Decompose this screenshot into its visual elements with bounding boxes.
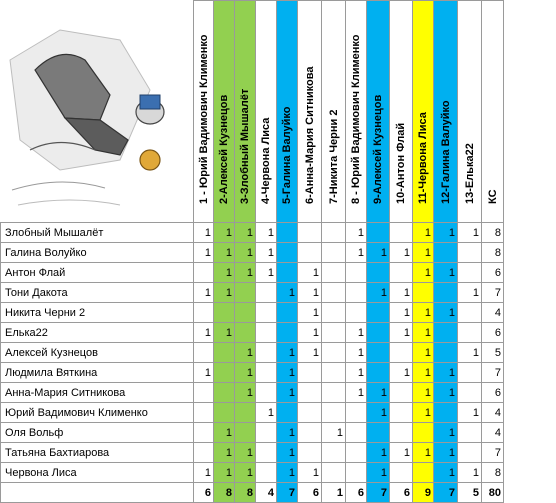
- score-cell: [322, 303, 346, 323]
- score-cell: 6: [482, 323, 504, 343]
- score-cell: [367, 363, 390, 383]
- table-row: [1, 423, 504, 443]
- score-cell: 1: [367, 383, 390, 403]
- score-cell: [277, 303, 298, 323]
- score-cell: 1: [367, 443, 390, 463]
- score-cell: [256, 363, 277, 383]
- score-cell: 1: [458, 343, 482, 363]
- score-cell: [277, 263, 298, 283]
- score-cell: 1: [235, 223, 256, 243]
- total-cell: 5: [458, 483, 482, 503]
- score-cell: 1: [413, 363, 434, 383]
- total-cell: 8: [235, 483, 256, 503]
- score-cell: 1: [458, 283, 482, 303]
- score-cell: 1: [214, 243, 235, 263]
- score-cell: 1: [277, 363, 298, 383]
- score-cell: [298, 243, 322, 263]
- score-cell: 1: [214, 443, 235, 463]
- score-cell: [390, 423, 413, 443]
- score-cell: [194, 443, 214, 463]
- total-cell: 8: [214, 483, 235, 503]
- score-cell: [367, 423, 390, 443]
- totals-row: [1, 483, 504, 503]
- column-header: [256, 1, 277, 223]
- score-cell: 1: [235, 443, 256, 463]
- score-cell: 1: [298, 323, 322, 343]
- score-cell: 1: [390, 303, 413, 323]
- score-cell: [434, 243, 458, 263]
- score-cell: 1: [434, 263, 458, 283]
- score-cell: 1: [277, 443, 298, 463]
- score-cell: 1: [413, 343, 434, 363]
- total-cell: 7: [434, 483, 458, 503]
- column-header-label: 2-Алексей Кузнецов: [218, 94, 230, 204]
- score-cell: 1: [390, 443, 413, 463]
- score-cell: [214, 363, 235, 383]
- table-row: [1, 223, 504, 243]
- row-name: Татьяна Бахтиарова: [1, 443, 194, 463]
- score-cell: [322, 243, 346, 263]
- score-cell: 1: [277, 383, 298, 403]
- score-cell: 1: [346, 363, 367, 383]
- score-cell: 1: [256, 403, 277, 423]
- row-name: Оля Вольф: [1, 423, 194, 443]
- row-name: Елька22: [1, 323, 194, 343]
- score-cell: [235, 303, 256, 323]
- score-cell: 1: [413, 383, 434, 403]
- score-cell: [390, 223, 413, 243]
- score-cell: 4: [482, 423, 504, 443]
- score-cell: 1: [434, 463, 458, 483]
- score-cell: [434, 343, 458, 363]
- score-cell: [367, 343, 390, 363]
- score-cell: 5: [482, 343, 504, 363]
- table-row: [1, 383, 504, 403]
- table-row: [1, 463, 504, 483]
- score-cell: [413, 423, 434, 443]
- score-cell: [346, 463, 367, 483]
- total-cell: 4: [256, 483, 277, 503]
- score-cell: 1: [235, 243, 256, 263]
- total-cell: 1: [322, 483, 346, 503]
- score-cell: 1: [413, 403, 434, 423]
- total-cell: 9: [413, 483, 434, 503]
- score-cell: 1: [298, 303, 322, 323]
- score-cell: [390, 403, 413, 423]
- column-header-label: 3-Злобный Мышалёт: [239, 88, 251, 204]
- totals-label-cell: [1, 483, 194, 503]
- score-cell: [322, 463, 346, 483]
- score-cell: 1: [322, 423, 346, 443]
- score-cell: [194, 263, 214, 283]
- score-cell: 1: [413, 303, 434, 323]
- score-cell: 1: [458, 223, 482, 243]
- score-cell: [322, 323, 346, 343]
- score-cell: [256, 303, 277, 323]
- column-header: [235, 1, 256, 223]
- score-cell: [322, 343, 346, 363]
- score-cell: [434, 323, 458, 343]
- score-cell: 1: [214, 323, 235, 343]
- score-cell: 1: [277, 343, 298, 363]
- column-header: [458, 1, 482, 223]
- corner-cell: [1, 1, 194, 223]
- score-cell: [322, 363, 346, 383]
- score-cell: 1: [458, 403, 482, 423]
- score-cell: [322, 443, 346, 463]
- column-header: [346, 1, 367, 223]
- score-cell: 1: [458, 463, 482, 483]
- total-cell: 6: [298, 483, 322, 503]
- column-header: [367, 1, 390, 223]
- score-cell: 1: [434, 383, 458, 403]
- score-cell: 1: [194, 363, 214, 383]
- score-cell: 6: [482, 383, 504, 403]
- row-name: Людмила Вяткина: [1, 363, 194, 383]
- score-cell: 1: [346, 223, 367, 243]
- table-row: [1, 303, 504, 323]
- row-name: Антон Флай: [1, 263, 194, 283]
- score-cell: [256, 323, 277, 343]
- score-cell: [235, 323, 256, 343]
- score-cell: 7: [482, 283, 504, 303]
- score-cell: [458, 243, 482, 263]
- column-header-label: 8 - Юрий Вадимович Клименко: [350, 34, 362, 204]
- score-cell: [434, 283, 458, 303]
- score-cell: [194, 383, 214, 403]
- score-cell: 1: [413, 223, 434, 243]
- score-cell: [322, 223, 346, 243]
- score-cell: [458, 383, 482, 403]
- table-row: [1, 263, 504, 283]
- score-cell: [458, 303, 482, 323]
- column-header: [390, 1, 413, 223]
- column-header: [194, 1, 214, 223]
- table-row: [1, 243, 504, 263]
- column-header: [434, 1, 458, 223]
- score-cell: [413, 463, 434, 483]
- column-header: [482, 1, 504, 223]
- score-cell: [346, 263, 367, 283]
- row-name: Червона Лиса: [1, 463, 194, 483]
- score-cell: [413, 283, 434, 303]
- score-cell: 1: [390, 323, 413, 343]
- score-cell: 1: [413, 243, 434, 263]
- table-row: [1, 343, 504, 363]
- column-header-label: 12-Галина Валуйко: [439, 100, 452, 204]
- score-cell: [256, 343, 277, 363]
- score-cell: 1: [214, 423, 235, 443]
- row-name: Анна-Мария Ситникова: [1, 383, 194, 403]
- score-cell: [277, 243, 298, 263]
- total-cell: 80: [482, 483, 504, 503]
- score-cell: 1: [194, 283, 214, 303]
- score-cell: [367, 263, 390, 283]
- score-cell: 1: [434, 303, 458, 323]
- score-cell: 1: [194, 323, 214, 343]
- score-cell: [235, 283, 256, 303]
- score-cell: 1: [235, 343, 256, 363]
- score-cell: 1: [434, 363, 458, 383]
- score-cell: 1: [235, 363, 256, 383]
- score-cell: [322, 263, 346, 283]
- header-row: [1, 1, 504, 223]
- score-cell: 1: [298, 283, 322, 303]
- score-cell: 1: [390, 283, 413, 303]
- score-cell: [277, 323, 298, 343]
- score-cell: 1: [346, 243, 367, 263]
- score-cell: 1: [277, 283, 298, 303]
- score-cell: 1: [390, 243, 413, 263]
- score-cell: [322, 403, 346, 423]
- row-name: Злобный Мышалёт: [1, 223, 194, 243]
- table-body: [1, 223, 504, 503]
- score-cell: [434, 403, 458, 423]
- score-cell: 1: [413, 323, 434, 343]
- score-cell: [277, 403, 298, 423]
- score-cell: [322, 383, 346, 403]
- score-cell: [458, 323, 482, 343]
- score-cell: [367, 223, 390, 243]
- row-name: Галина Волуйко: [1, 243, 194, 263]
- score-cell: [298, 403, 322, 423]
- score-cell: [194, 423, 214, 443]
- score-cell: 8: [482, 243, 504, 263]
- score-cell: [235, 403, 256, 423]
- score-cell: 1: [346, 323, 367, 343]
- total-cell: 7: [367, 483, 390, 503]
- score-cell: 1: [413, 443, 434, 463]
- total-cell: 7: [277, 483, 298, 503]
- score-cell: 1: [346, 383, 367, 403]
- score-cell: [346, 403, 367, 423]
- column-header: [277, 1, 298, 223]
- table-row: [1, 283, 504, 303]
- score-cell: 1: [235, 263, 256, 283]
- score-cell: [346, 423, 367, 443]
- score-cell: [256, 283, 277, 303]
- score-cell: [346, 443, 367, 463]
- row-name: Никита Черни 2: [1, 303, 194, 323]
- table-row: [1, 363, 504, 383]
- score-cell: [390, 463, 413, 483]
- score-cell: 1: [256, 243, 277, 263]
- score-cell: [458, 423, 482, 443]
- score-cell: [458, 363, 482, 383]
- score-cell: 1: [256, 223, 277, 243]
- score-cell: 1: [277, 423, 298, 443]
- column-header-label: 13-Елька22: [463, 143, 476, 204]
- score-cell: 1: [413, 263, 434, 283]
- score-cell: [367, 323, 390, 343]
- score-cell: [322, 283, 346, 303]
- score-cell: 8: [482, 463, 504, 483]
- row-name: Тони Дакота: [1, 283, 194, 303]
- score-cell: [298, 223, 322, 243]
- score-cell: 1: [298, 263, 322, 283]
- total-cell: 6: [194, 483, 214, 503]
- row-name: Юрий Вадимович Клименко: [1, 403, 194, 423]
- score-cell: [298, 443, 322, 463]
- score-cell: [194, 343, 214, 363]
- score-cell: 1: [214, 463, 235, 483]
- score-cell: 1: [367, 403, 390, 423]
- score-cell: [256, 383, 277, 403]
- table-row: [1, 403, 504, 423]
- score-cell: [256, 463, 277, 483]
- score-cell: 1: [194, 223, 214, 243]
- score-cell: 1: [346, 343, 367, 363]
- row-name: Алексей Кузнецов: [1, 343, 194, 363]
- score-cell: [194, 403, 214, 423]
- score-cell: [256, 423, 277, 443]
- score-cell: 1: [214, 223, 235, 243]
- score-cell: [390, 263, 413, 283]
- score-cell: [194, 303, 214, 323]
- score-cell: [367, 303, 390, 323]
- score-cell: [390, 343, 413, 363]
- score-cell: [390, 383, 413, 403]
- table-row: [1, 323, 504, 343]
- column-header-label: 5-Галина Валуйко: [281, 106, 293, 204]
- score-cell: 4: [482, 403, 504, 423]
- score-cell: 1: [194, 463, 214, 483]
- column-header: [413, 1, 434, 223]
- column-header-label: 6-Анна-Мария Ситникова: [303, 66, 316, 204]
- score-cell: [458, 443, 482, 463]
- score-cell: 7: [482, 443, 504, 463]
- score-cell: 1: [277, 463, 298, 483]
- column-header-label: 9-Алексей Кузнецов: [372, 94, 384, 204]
- score-cell: 1: [235, 463, 256, 483]
- column-header: [214, 1, 235, 223]
- score-cell: [298, 363, 322, 383]
- column-header-label: 7-Никита Черни 2: [327, 109, 340, 204]
- column-header-label: 1 - Юрий Вадимович Клименко: [197, 34, 210, 204]
- score-cell: [214, 403, 235, 423]
- score-cell: 8: [482, 223, 504, 243]
- score-cell: 1: [390, 363, 413, 383]
- score-cell: 1: [214, 263, 235, 283]
- score-cell: 7: [482, 363, 504, 383]
- score-cell: [277, 223, 298, 243]
- score-cell: 4: [482, 303, 504, 323]
- score-cell: 1: [298, 343, 322, 363]
- total-cell: 6: [346, 483, 367, 503]
- score-cell: [214, 383, 235, 403]
- score-cell: 1: [367, 243, 390, 263]
- score-cell: [256, 443, 277, 463]
- score-cell: 1: [367, 463, 390, 483]
- total-cell: 6: [390, 483, 413, 503]
- score-cell: 1: [235, 383, 256, 403]
- score-cell: 1: [298, 463, 322, 483]
- score-cell: 1: [194, 243, 214, 263]
- table-row: [1, 443, 504, 463]
- column-header-label: 11-Червона Лиса: [417, 112, 429, 204]
- score-cell: 1: [214, 283, 235, 303]
- column-header: [322, 1, 346, 223]
- column-header-label: КС: [486, 189, 499, 204]
- score-cell: [346, 303, 367, 323]
- score-cell: [235, 423, 256, 443]
- score-cell: [346, 283, 367, 303]
- score-cell: [214, 303, 235, 323]
- score-cell: 6: [482, 263, 504, 283]
- column-header: [298, 1, 322, 223]
- score-cell: 1: [434, 443, 458, 463]
- score-cell: 1: [434, 223, 458, 243]
- score-cell: [214, 343, 235, 363]
- column-header-label: 10-Антон Флай: [395, 122, 407, 204]
- score-cell: [298, 383, 322, 403]
- score-cell: [298, 423, 322, 443]
- score-cell: 1: [256, 263, 277, 283]
- column-header-label: 4-Червона Лиса: [260, 117, 272, 204]
- score-cell: 1: [367, 283, 390, 303]
- score-cell: 1: [434, 423, 458, 443]
- score-cell: [458, 263, 482, 283]
